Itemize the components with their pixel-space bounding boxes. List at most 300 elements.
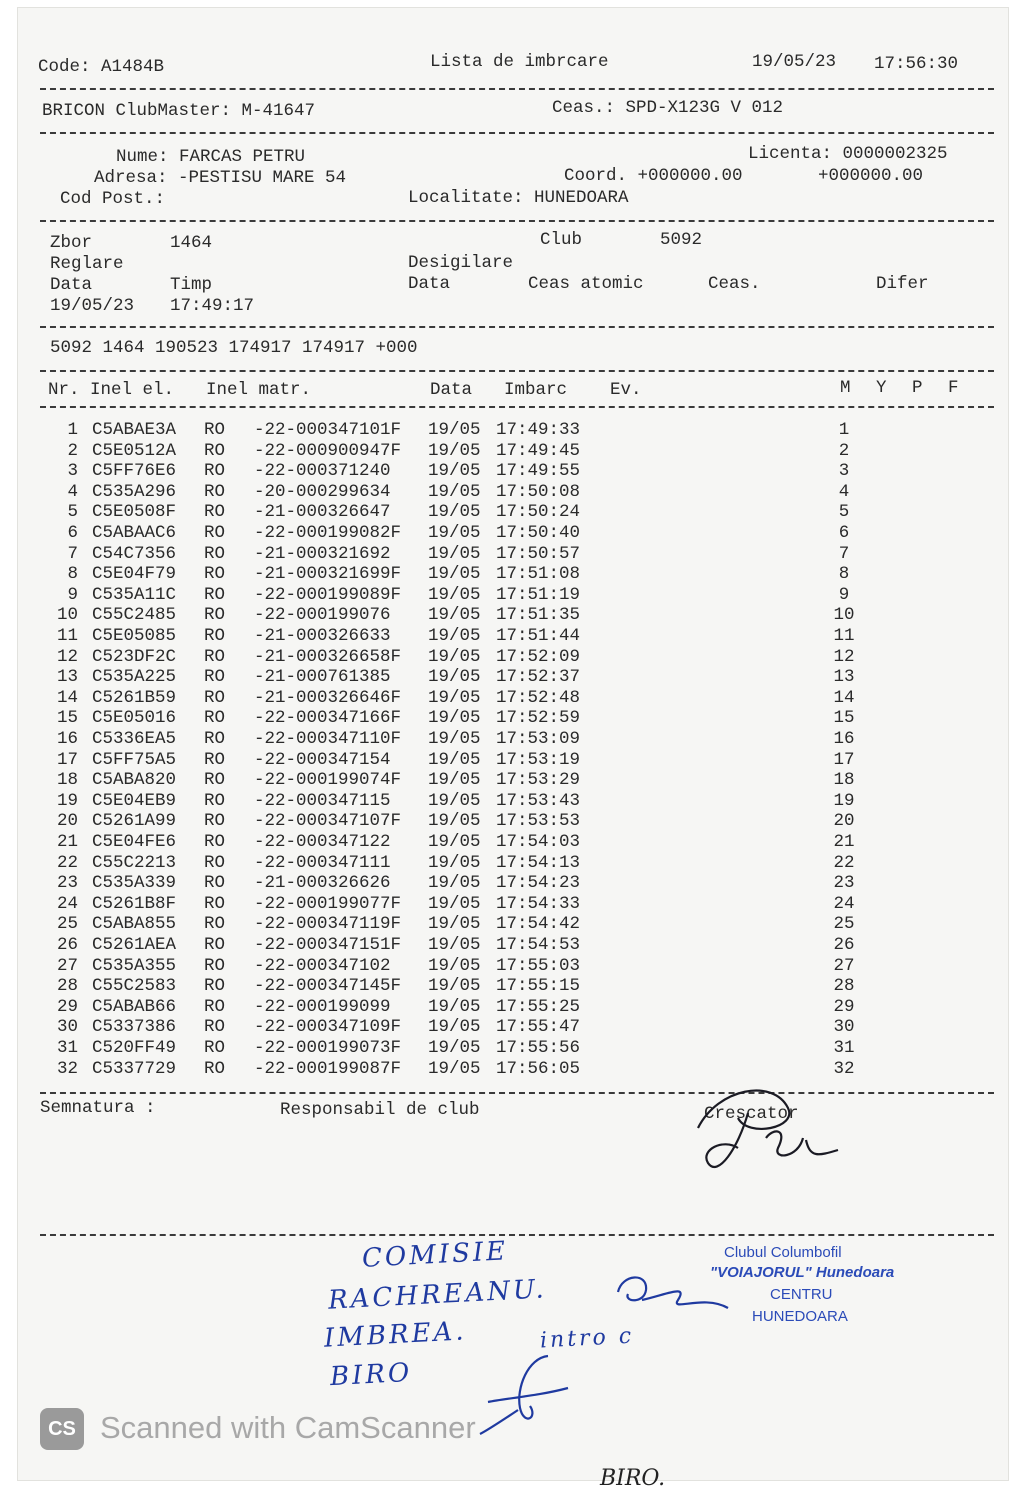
cell-ro: RO [204,543,226,564]
cell-ro: RO [204,914,226,935]
cell-el: C55C2583 [92,976,177,997]
cell-ro: RO [204,1058,226,1079]
cell-matr: -22-000199076 [254,605,391,626]
cell-data: 19/05 [428,749,481,770]
code-label: Code: A1484B [38,57,165,77]
cell-el: C535A225 [92,667,177,688]
cell-m: 1 [838,420,850,440]
cell-matr: -22-000199087F [254,1058,402,1079]
cell-el: C5E0512A [92,440,177,461]
cell-ro: RO [204,687,226,708]
table-row [48,791,948,812]
divider [40,326,994,328]
ceas-model: Ceas.: SPD-X123G V 012 [552,98,784,118]
cell-el: C5261B59 [92,687,177,708]
cell-matr: -21-000326647 [254,502,391,523]
handwritten-name-2: IMBREA. [323,1316,468,1354]
handwritten-comisie: COMISIE [361,1236,509,1274]
cell-el: C523DF2C [92,646,177,667]
cell-ro: RO [204,605,226,626]
cell-matr: -21-000761385 [254,667,391,688]
cell-time: 17:52:59 [496,708,581,729]
table-row [48,626,948,647]
cell-data: 19/05 [428,914,481,935]
divider [40,1092,994,1094]
cell-data: 19/05 [428,523,481,543]
cell-nr: 11 [56,626,78,646]
camscanner-logo-icon: CS [40,1408,84,1450]
table-row [48,544,948,565]
ceas-atomic-label: Ceas atomic [528,274,644,294]
cell-el: C5E05016 [92,708,177,729]
cell-data: 19/05 [428,667,481,688]
divider [40,88,994,90]
cell-matr: -22-000347154 [254,749,391,770]
cell-matr: -22-000347145F [254,976,402,997]
cell-nr: 2 [67,440,78,461]
document-title: Lista de imbrcare [430,52,609,72]
cell-m: 18 [833,770,855,791]
cell-data: 19/05 [428,770,481,791]
cell-time: 17:54:53 [496,935,581,955]
cell-data: 19/05 [428,605,481,626]
bottom-cut-handwriting: BIRO. [600,1466,666,1491]
table-row [48,605,948,626]
cell-matr: -21-000326633 [254,626,391,646]
cell-matr: -21-000321699F [254,564,402,585]
cell-el: C535A355 [92,955,177,976]
cell-ro: RO [204,646,226,667]
cell-data: 19/05 [428,543,481,564]
cell-matr: -22-000347166F [254,708,402,729]
cell-nr: 5 [67,502,78,523]
cell-ro: RO [204,481,226,502]
table-row [48,585,948,606]
cell-nr: 23 [56,873,78,894]
cell-nr: 24 [56,893,78,914]
data-label: Data [50,275,93,295]
postal-code: Cod Post.: [60,189,166,209]
cell-data: 19/05 [428,502,481,523]
reglare-label: Reglare [50,254,124,274]
cell-nr: 7 [67,543,78,564]
cell-m: 10 [833,605,855,626]
cell-data: 19/05 [428,976,481,997]
cell-el: C5ABAB66 [92,996,177,1017]
cell-data: 19/05 [428,811,481,832]
header-time: 17:56:30 [874,54,959,74]
club-label: Club [540,230,583,250]
cell-ro: RO [204,832,226,852]
cell-nr: 10 [56,605,78,626]
camscanner-text: Scanned with CamScanner [100,1410,476,1445]
table-row [48,564,948,585]
cell-m: 12 [833,646,855,667]
divider [40,1234,994,1236]
cell-data: 19/05 [428,729,481,749]
col-header-m: M [840,378,851,398]
cell-m: 9 [838,584,850,605]
table-row [48,873,948,894]
cell-data: 19/05 [428,626,481,646]
cell-el: C5E05085 [92,626,177,646]
col-header-p: P [912,378,923,398]
cell-nr: 31 [56,1038,78,1058]
cell-nr: 26 [56,935,78,955]
cell-time: 17:53:53 [496,811,581,832]
cell-time: 17:54:42 [496,914,581,935]
cell-m: 3 [838,461,850,482]
cell-data: 19/05 [428,852,481,873]
cell-el: C535A11C [92,584,177,605]
locality: Localitate: HUNEDOARA [408,188,629,208]
cell-matr: -22-000199077F [254,893,402,914]
cell-data: 19/05 [428,440,481,461]
reglare-time: 17:49:17 [170,296,255,316]
cell-data: 19/05 [428,646,481,667]
breeder-label: Crescator [704,1104,799,1124]
cell-time: 17:55:25 [496,996,581,1017]
cell-nr: 9 [67,584,78,605]
cell-m: 30 [833,1017,855,1038]
cell-time: 17:53:29 [496,770,581,791]
cell-data: 19/05 [428,790,481,811]
table-row [48,935,948,956]
cell-ro: RO [204,790,226,811]
cell-nr: 22 [56,852,78,873]
owner-name: Nume: FARCAS PETRU [116,147,306,167]
cell-m: 6 [838,523,850,543]
table-row [48,708,948,729]
cell-data: 19/05 [428,708,481,729]
divider [40,132,994,134]
divider [40,406,994,408]
cell-data: 19/05 [428,687,481,708]
handwritten-name-1: RACHREANU. [327,1274,548,1316]
cell-el: C5FF76E6 [92,461,177,482]
cell-data: 19/05 [428,564,481,585]
cell-el: C5E04EB9 [92,790,177,811]
cell-data: 19/05 [428,955,481,976]
cell-data: 19/05 [428,584,481,605]
cell-ro: RO [204,729,226,749]
cell-ro: RO [204,873,226,894]
cell-ro: RO [204,502,226,523]
cell-nr: 13 [56,667,78,688]
cell-ro: RO [204,523,226,543]
cell-matr: -22-000199082F [254,523,402,543]
cell-time: 17:54:03 [496,832,581,852]
header-date: 19/05/23 [752,52,837,72]
cell-nr: 4 [67,481,78,502]
reglare-date: 19/05/23 [50,296,135,316]
club-responsible-label: Responsabil de club [280,1100,480,1120]
breeder-signature [678,1068,848,1198]
commission-signature-2 [468,1348,578,1438]
cell-time: 17:51:35 [496,605,581,626]
cell-matr: -22-000900947F [254,440,402,461]
cell-m: 22 [833,852,855,873]
cell-nr: 21 [56,832,78,852]
cell-matr: -21-000326626 [254,873,391,894]
cell-ro: RO [204,626,226,646]
data2-label: Data [408,274,451,294]
cell-time: 17:49:45 [496,440,581,461]
col-header-ev: Ev. [610,380,642,400]
cell-ro: RO [204,420,226,440]
cell-ro: RO [204,770,226,791]
col-header-data: Data [430,380,473,400]
cell-ro: RO [204,708,226,729]
cell-time: 17:51:44 [496,626,581,646]
cell-nr: 3 [67,461,78,482]
cell-el: C5ABA855 [92,914,177,935]
cell-m: 19 [833,790,855,811]
cell-el: C5261AEA [92,935,177,955]
table-row [48,832,948,853]
cell-matr: -22-000199099 [254,996,391,1017]
handwritten-note: intro c [539,1323,635,1354]
cell-nr: 12 [56,646,78,667]
stamp-line-2: "VOIAJORUL" Hunedoara [710,1264,895,1281]
cell-m: 5 [838,502,850,523]
cell-data: 19/05 [428,420,481,440]
cell-nr: 30 [56,1017,78,1038]
divider [40,220,994,222]
cell-m: 27 [833,955,855,976]
cell-time: 17:49:33 [496,420,581,440]
cell-time: 17:50:24 [496,502,581,523]
cell-nr: 1 [67,420,78,440]
cell-nr: 18 [56,770,78,791]
cell-time: 17:52:37 [496,667,581,688]
table-row [48,956,948,977]
cell-m: 31 [833,1038,855,1058]
cell-matr: -22-000371240 [254,461,391,482]
table-row [48,1038,948,1059]
cell-matr: -22-000347101F [254,420,402,440]
cell-m: 20 [833,811,855,832]
cell-matr: -22-000199073F [254,1038,402,1058]
cell-time: 17:50:40 [496,523,581,543]
cell-ro: RO [204,584,226,605]
cell-ro: RO [204,955,226,976]
document-sheet [18,8,1008,1480]
col-header-inel-matr: Inel matr. [206,380,312,400]
cell-ro: RO [204,996,226,1017]
table-row [48,914,948,935]
cell-el: C535A296 [92,481,177,502]
cell-m: 23 [833,873,855,894]
cell-matr: -22-000347107F [254,811,402,832]
table-row [48,461,948,482]
cell-matr: -22-000347111 [254,852,391,873]
divider [40,370,994,372]
table-row [48,750,948,771]
cell-el: C5ABAAC6 [92,523,177,543]
cell-time: 17:56:05 [496,1058,581,1079]
cell-el: C5E0508F [92,502,177,523]
cell-nr: 8 [67,564,78,585]
cell-ro: RO [204,1038,226,1058]
cell-m: 4 [838,481,850,502]
zbor-label: Zbor [50,233,93,253]
cell-m: 28 [833,976,855,997]
cell-ro: RO [204,461,226,482]
cell-m: 32 [833,1058,855,1079]
cell-m: 14 [833,687,855,708]
cell-ro: RO [204,440,226,461]
cell-m: 24 [833,893,855,914]
table-row [48,770,948,791]
table-row [48,811,948,832]
cell-m: 15 [833,708,855,729]
club-value: 5092 [660,230,703,250]
table-row [48,997,948,1018]
cell-nr: 14 [56,687,78,708]
cell-nr: 25 [56,914,78,935]
cell-el: C5336EA5 [92,729,177,749]
cell-matr: -22-000347151F [254,935,402,955]
desigilare-label: Desigilare [408,253,514,273]
cell-nr: 15 [56,708,78,729]
cell-matr: -22-000347110F [254,729,402,749]
cell-matr: -22-000347119F [254,914,402,935]
cell-data: 19/05 [428,1017,481,1038]
cell-el: C54C7356 [92,543,177,564]
cell-m: 29 [833,996,855,1017]
col-header-y: Y [876,378,887,398]
cell-nr: 29 [56,996,78,1017]
cell-matr: -22-000347122 [254,832,391,852]
cell-m: 25 [833,914,855,935]
cell-time: 17:49:55 [496,461,581,482]
cell-el: C535A339 [92,873,177,894]
col-header-nr-inel-el: Nr. Inel el. [48,380,175,400]
table-row [48,441,948,462]
cell-ro: RO [204,564,226,585]
cell-time: 17:51:19 [496,584,581,605]
cell-nr: 32 [56,1058,78,1079]
cell-time: 17:52:09 [496,646,581,667]
cell-data: 19/05 [428,1038,481,1058]
cell-data: 19/05 [428,996,481,1017]
cell-time: 17:55:03 [496,955,581,976]
owner-licence: Licenta: 0000002325 [748,144,948,164]
cell-nr: 17 [56,749,78,770]
cell-nr: 27 [56,955,78,976]
cell-matr: -21-000326658F [254,646,402,667]
cell-time: 17:53:19 [496,749,581,770]
table-row [48,420,948,441]
cell-time: 17:50:08 [496,481,581,502]
cell-m: 26 [833,935,855,955]
cell-ro: RO [204,811,226,832]
cell-el: C5ABAE3A [92,420,177,440]
owner-address: Adresa: -PESTISU MARE 54 [94,168,347,188]
cell-data: 19/05 [428,1058,481,1079]
timp-label: Timp [170,275,213,295]
cell-matr: -22-000347102 [254,955,391,976]
col-header-imbarc: Imbarc [504,380,568,400]
cell-data: 19/05 [428,935,481,955]
cell-matr: -20-000299634 [254,481,391,502]
cell-data: 19/05 [428,873,481,894]
coord-label: Coord. +000000.00 [564,166,743,186]
cell-time: 17:55:47 [496,1017,581,1038]
cell-time: 17:50:57 [496,543,581,564]
cell-matr: -22-000347115 [254,790,391,811]
cell-m: 16 [833,729,855,749]
cell-data: 19/05 [428,461,481,482]
cell-m: 13 [833,667,855,688]
cell-m: 2 [838,440,850,461]
cell-el: C5E04FE6 [92,832,177,852]
cell-ro: RO [204,749,226,770]
summary-line: 5092 1464 190523 174917 174917 +000 [50,338,418,358]
col-header-f: F [948,378,959,398]
cell-data: 19/05 [428,481,481,502]
cell-ro: RO [204,667,226,688]
table-row [48,894,948,915]
signature-label: Semnatura : [40,1098,156,1118]
cell-m: 7 [838,543,850,564]
table-row [48,976,948,997]
cell-data: 19/05 [428,893,481,914]
stamp-line-4: HUNEDOARA [752,1308,848,1325]
cell-data: 19/05 [428,832,481,852]
handwritten-name-3: BIRO [329,1357,414,1393]
cell-ro: RO [204,935,226,955]
coord-value: +000000.00 [818,166,924,186]
cell-m: 21 [833,832,855,852]
cell-el: C5261B8F [92,893,177,914]
cell-nr: 19 [56,790,78,811]
cell-ro: RO [204,1017,226,1038]
cell-matr: -22-000199074F [254,770,402,791]
cell-el: C55C2485 [92,605,177,626]
cell-el: C5FF75A5 [92,749,177,770]
cell-time: 17:55:15 [496,976,581,997]
cell-el: C5ABA820 [92,770,177,791]
zbor-value: 1464 [170,233,213,253]
table-row [48,1017,948,1038]
cell-el: C5337386 [92,1017,177,1038]
cell-nr: 16 [56,729,78,749]
cell-el: C520FF49 [92,1038,177,1058]
table-row [48,482,948,503]
cell-el: C5337729 [92,1058,177,1079]
cell-time: 17:52:48 [496,687,581,708]
cell-time: 17:54:23 [496,873,581,894]
cell-time: 17:53:43 [496,790,581,811]
cell-matr: -21-000321692 [254,543,391,564]
cell-nr: 20 [56,811,78,832]
cell-m: 8 [838,564,850,585]
ceas-label: Ceas. [708,274,761,294]
table-row [48,667,948,688]
cell-nr: 6 [67,523,78,543]
cell-matr: -22-000199089F [254,584,402,605]
table-row [48,523,948,544]
table-row [48,688,948,709]
cell-m: 11 [833,626,855,646]
cell-ro: RO [204,893,226,914]
difer-label: Difer [876,274,929,294]
cell-el: C5E04F79 [92,564,177,585]
cell-m: 17 [833,749,855,770]
cell-el: C55C2213 [92,852,177,873]
